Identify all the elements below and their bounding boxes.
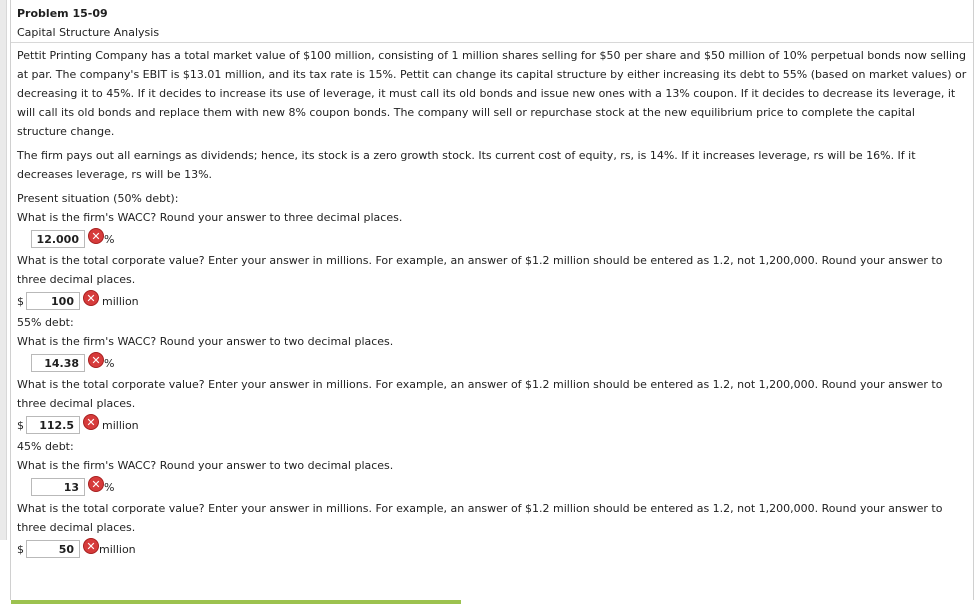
- value-question: What is the total corporate value? Enter your answer in millions. For example, an answer of $1.2 million should be entered as 1.2, not 1,200,000. Round your answer to three decimal places.: [17, 378, 943, 410]
- x-circle-icon: ✕: [83, 290, 99, 306]
- value-question: What is the total corporate value? Enter your answer in millions. For example, an answer of $1.2 million should be entered as 1.2, not 1,200,000. Round your answer to three decimal places.: [17, 502, 943, 534]
- wacc-question: What is the firm's WACC? Round your answer to two decimal places.: [17, 335, 394, 348]
- wacc-answer-input[interactable]: 13: [31, 478, 85, 496]
- dollar-sign: $: [17, 418, 24, 432]
- section-label: 45% debt:: [17, 440, 74, 453]
- intro-paragraph-1: Pettit Printing Company has a total market value of $100 million, consisting of 1 million shares selling for $50 per share and $50 million of 10% perpetual bonds now selling at par. The company's EBIT is $13.01 million, and its tax rate is 15%. Pettit can change its capital structure by either increasing its debt to 55% (based on market values) or decreasing it to 45%. If it decides to increase its use of leverage, it must call its old bonds and issue new ones with a 13% coupon. If it decides to decrease its leverage, it will call its old bonds and replace them with new 8% coupon bonds. The company will sell or repurchase stock at the new equilibrium price to complete the capital structure change.: [17, 49, 967, 138]
- million-unit: million: [102, 418, 139, 432]
- section-label: Present situation (50% debt):: [17, 192, 179, 205]
- x-circle-icon: ✕: [83, 414, 99, 430]
- intro-paragraph-2: The firm pays out all earnings as dividends; hence, its stock is a zero growth stock. Its current cost of equity, rs, is 14%. If it increases leverage, rs will be 16%. If it decreases leverage, rs will be 13%.: [17, 149, 916, 181]
- wacc-answer-row: [17, 227, 967, 251]
- x-circle-icon: ✕: [88, 352, 104, 368]
- value-answer-input[interactable]: 100: [26, 292, 80, 310]
- left-scroll-rule: [0, 0, 7, 540]
- wacc-answer-row: [17, 475, 967, 499]
- problem-title: Problem 15-09: [17, 7, 108, 20]
- problem-subtitle: Capital Structure Analysis: [17, 26, 160, 39]
- wacc-question: What is the firm's WACC? Round your answer to three decimal places.: [17, 211, 403, 224]
- value-answer-input[interactable]: 112.5: [26, 416, 80, 434]
- dollar-sign: $: [17, 542, 24, 556]
- value-answer-row: [17, 413, 967, 437]
- wacc-question: What is the firm's WACC? Round your answer to two decimal places.: [17, 459, 394, 472]
- percent-unit: %: [104, 232, 115, 246]
- million-unit: million: [99, 542, 136, 556]
- percent-unit: %: [104, 356, 115, 370]
- value-answer-input[interactable]: 50: [26, 540, 80, 558]
- dollar-sign: $: [17, 294, 24, 308]
- percent-unit: %: [104, 480, 115, 494]
- million-unit: million: [102, 294, 139, 308]
- value-question: What is the total corporate value? Enter your answer in millions. For example, an answer of $1.2 million should be entered as 1.2, not 1,200,000. Round your answer to three decimal places.: [17, 254, 943, 286]
- section-label: 55% debt:: [17, 316, 74, 329]
- x-circle-icon: ✕: [88, 228, 104, 244]
- progress-bar: [11, 600, 461, 604]
- value-answer-row: [17, 289, 967, 313]
- x-circle-icon: ✕: [83, 538, 99, 554]
- problem-header: [11, 0, 973, 43]
- wacc-answer-row: [17, 351, 967, 375]
- wacc-answer-input[interactable]: 14.38: [31, 354, 85, 372]
- problem-panel: [10, 0, 974, 600]
- problem-content: [17, 46, 967, 561]
- wacc-answer-input[interactable]: 12.000: [31, 230, 85, 248]
- x-circle-icon: ✕: [88, 476, 104, 492]
- value-answer-row: [17, 537, 967, 561]
